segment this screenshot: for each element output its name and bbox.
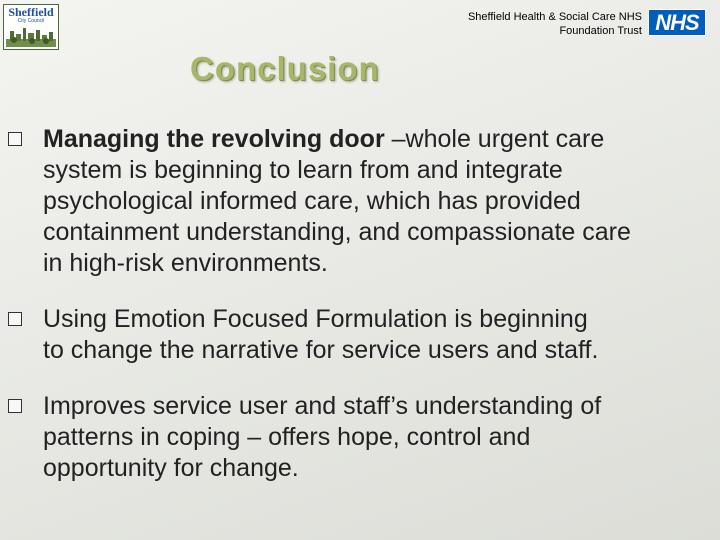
checkbox-bullet-icon: [8, 312, 22, 326]
bullet-line: Using Emotion Focused Formulation is beginning: [43, 305, 588, 333]
bullet-bold-lead: Managing the revolving door: [43, 125, 385, 153]
slide-title: Conclusion: [190, 50, 380, 87]
bullet-list: [8, 124, 698, 509]
bullet-line: [43, 124, 698, 155]
bullet-item: [8, 391, 698, 484]
bullet-line: Improves service user and staff’s understanding of: [43, 392, 602, 420]
logo-subtitle: City Council: [17, 18, 45, 24]
trust-name: [468, 10, 642, 38]
sheffield-city-council-logo: [3, 4, 59, 50]
bullet-line: to change the narrative for service users and staff.: [43, 336, 599, 364]
bullet-item: [8, 304, 698, 366]
trust-name-line-2: Foundation Trust: [559, 25, 642, 37]
bullet-line: in high-risk environments.: [43, 249, 328, 277]
bullet-line: opportunity for change.: [43, 454, 299, 482]
bullet-line-text: –whole urgent care: [384, 125, 605, 153]
nhs-logo: NHS: [648, 9, 706, 36]
checkbox-bullet-icon: [8, 399, 22, 413]
trust-name-line-1: Sheffield Health & Social Care NHS: [467, 11, 642, 23]
bullet-line: patterns in coping – offers hope, control and: [43, 423, 531, 451]
city-skyline-icon: [6, 25, 56, 47]
bullet-item: [8, 124, 698, 279]
bullet-line: system is beginning to learn from and integrate: [43, 156, 563, 184]
bullet-line: containment understanding, and compassionate care: [43, 218, 631, 246]
logo-wordmark: Sheffield: [8, 5, 54, 19]
bullet-line: psychological informed care, which has provided: [43, 187, 581, 215]
checkbox-bullet-icon: [8, 132, 22, 146]
